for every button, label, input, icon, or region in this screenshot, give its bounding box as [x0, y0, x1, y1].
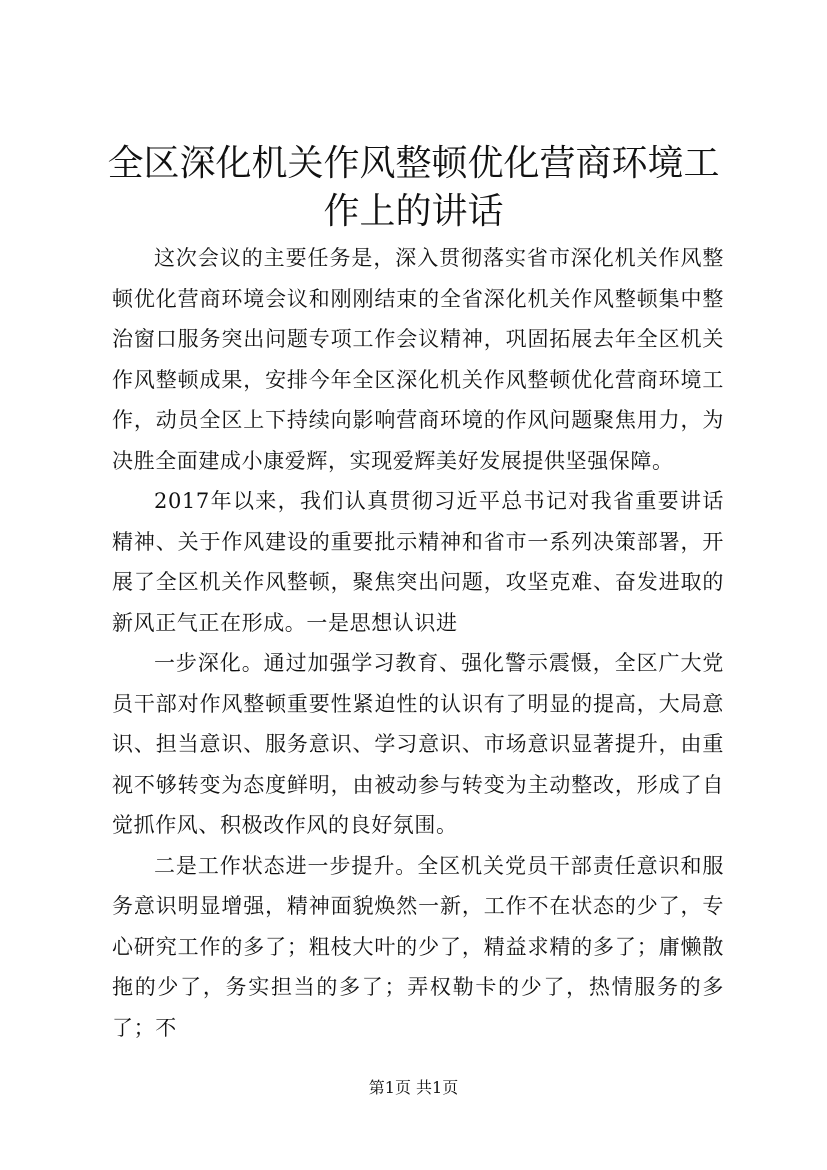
paragraph-3: 一步深化。通过加强学习教育、强化警示震慑，全区广大党员干部对作风整顿重要性紧迫性的认识有了明显的提高，大局意识、担当意识、服务意识、学习意识、市场意识显著提升，由重视不够转变为态度鲜明，由被动参与转变为主动整改，形成了自觉抓作风、积极改作风的良好氛围。 — [112, 651, 724, 837]
document-title: 全区深化机关作风整顿优化营商环境工作上的讲话 — [107, 143, 720, 232]
paragraph-2: 2017年以来，我们认真贯彻习近平总书记对我省重要讲话精神、关于作风建设的重要批示精神和省市一系列决策部署，开展了全区机关作风整顿，聚焦突出问题，攻坚克难、奋发进取的新风正气正在形成。一是思想认识进 — [112, 489, 724, 635]
page-footer: 第1页 共1页 — [368, 1078, 459, 1097]
document-body — [112, 238, 724, 1048]
paragraph-1: 这次会议的主要任务是，深入贯彻落实省市深化机关作风整顿优化营商环境会议和刚刚结束的全省深化机关作风整顿集中整治窗口服务突出问题专项工作会议精神，巩固拓展去年全区机关作风整顿成果，安排今年全区深化机关作风整顿优化营商环境工作，动员全区上下持续向影响营商环境的作风问题聚焦用力，为决胜全面建成小康爱辉，实现爱辉美好发展提供坚强保障。 — [112, 246, 724, 473]
paragraph-4: 二是工作状态进一步提升。全区机关党员干部责任意识和服务意识明显增强，精神面貌焕然一新，工作不在状态的少了，专心研究工作的多了；粗枝大叶的少了，精益求精的多了；庸懒散拖的少了，务实担当的多了；弄权勒卡的少了，热情服务的多了；不 — [112, 853, 724, 1040]
